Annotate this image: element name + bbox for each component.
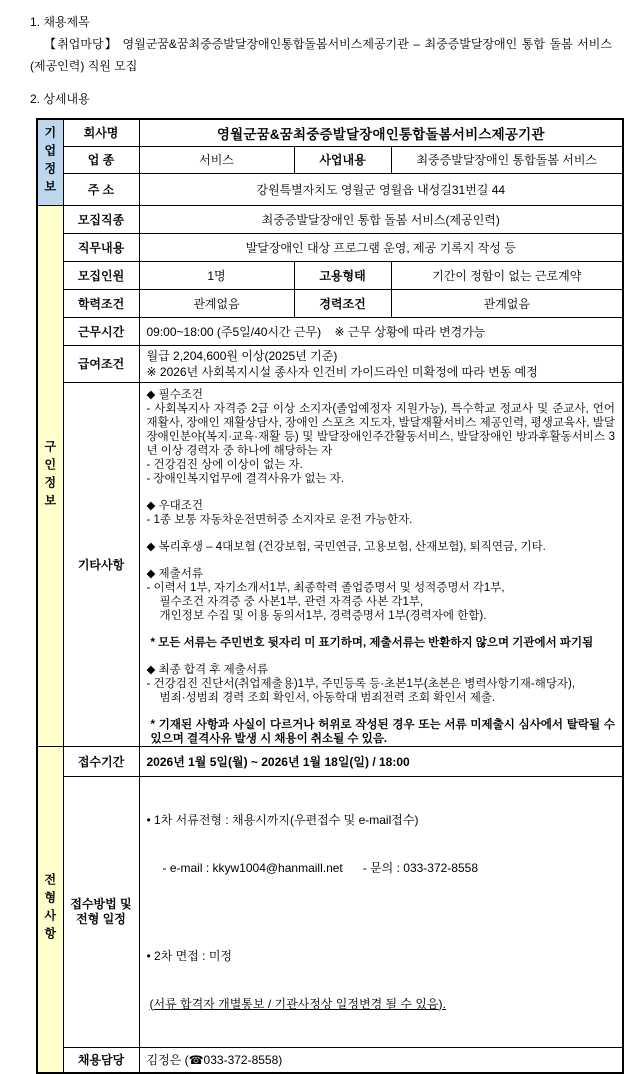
- method-line-notice: (서류 합격자 개별통보 / 기관사정상 일정변경 될 수 있음).: [149, 996, 446, 1011]
- etc-line: - 1종 보통 자동차운전면허증 소지자로 운전 가능한자.: [146, 513, 413, 526]
- company-info-section-label: 기업정보: [37, 119, 63, 205]
- salary-line2: ※ 2026년 사회복지시설 종사자 인건비 가이드라인 미확정에 따라 변동 예정: [146, 364, 538, 379]
- etc-line: ◆ 필수조건: [146, 388, 203, 401]
- method-line-second-round: • 2차 면접 : 미정: [146, 948, 233, 963]
- job-posting-title-line2: (제공인력) 직원 모집: [30, 59, 138, 73]
- business-value: 최중증발달장애인 통합돌봄 서비스: [391, 146, 623, 173]
- etc-line: - 건강검진 상에 이상이 없는 자.: [146, 458, 303, 471]
- etc-line: ◆ 우대조건: [146, 499, 203, 512]
- table-row: [37, 345, 623, 382]
- table-row: [37, 119, 623, 146]
- spacer: [147, 527, 616, 540]
- spacer: [147, 705, 616, 718]
- business-label: 사업내용: [294, 146, 391, 173]
- work-hours-label: 근무시간: [63, 317, 139, 345]
- application-section-label: 전형사항: [37, 746, 63, 1073]
- contact-value: 김정은 (☎033-372-8558): [139, 1047, 623, 1073]
- company-name-value: 영월군꿈&꿈최중증발달장애인통합돌봄서비스제공기관: [139, 119, 623, 146]
- etc-line: - 건강검진 진단서(취업제출용)1부, 주민등록 등·초본1부(초본은 병력사항기재-해당자),: [146, 677, 576, 690]
- duties-label: 직무내용: [63, 233, 139, 261]
- table-row: [37, 317, 623, 345]
- industry-label: 업 종: [63, 146, 139, 173]
- career-label: 경력조건: [294, 289, 391, 317]
- duties-value: 발달장애인 대상 프로그램 운영, 제공 기록지 작성 등: [139, 233, 623, 261]
- spacer: [147, 908, 616, 916]
- contact-label: 채용담당: [63, 1047, 139, 1073]
- job-details-table: [36, 118, 624, 1074]
- etc-line: - 사회복지사 자격증 2급 이상 소지자(졸업예정자 지원가능), 특수학교 정교사 및 준교사, 언어 재활사, 장애인 재활상담사, 장애인 스포츠 지도자, 발달재활서비스 제공인력, 평생교육사, 발달장애인분야(복지·교육·재활 등) 및 발달장애인주간활동서비스, 발달장애인 방과후활동서비스 3년 이상 경력자 중 하나에 해당하는 자: [146, 402, 619, 457]
- employment-type-value: 기간이 정함이 없는 근로계약: [391, 261, 623, 289]
- table-row: [37, 261, 623, 289]
- table-row: [37, 746, 623, 776]
- etc-note-disqualification: * 기재된 사항과 사실이 다르거나 허위로 작성된 경우 또는 서류 미제출시 심사에서 탈락될 수 있으며 결격사유 발생 시 채용이 취소될 수 있음.: [150, 718, 619, 745]
- address-label: 주 소: [63, 173, 139, 205]
- etc-line: 필수조건 자격증 중 사본1부, 관련 자격증 사본 각1부,: [159, 595, 424, 608]
- document-header: [0, 0, 620, 109]
- method-line-first-round: • 1차 서류전형 : 채용시까지(우편접수 및 e-mail접수): [146, 812, 419, 827]
- table-row: [37, 289, 623, 317]
- table-row: [37, 205, 623, 233]
- spacer: [147, 623, 616, 636]
- spacer: [147, 486, 616, 499]
- table-row: [37, 233, 623, 261]
- table-row: [37, 1047, 623, 1073]
- company-name-label: 회사명: [63, 119, 139, 146]
- etc-line: ◆ 제출서류: [146, 567, 203, 580]
- education-value: 관계없음: [139, 289, 294, 317]
- section-1-heading: 1. 채용제목: [30, 15, 90, 29]
- headcount-label: 모집인원: [63, 261, 139, 289]
- etc-label: 기타사항: [63, 382, 139, 746]
- job-type-label: 모집직종: [63, 205, 139, 233]
- etc-line: ◆ 최종 합격 후 제출서류: [146, 663, 269, 676]
- etc-line: 개인정보 수집 및 이용 동의서1부, 경력증명서 1부(경력자에 한함).: [159, 609, 487, 622]
- headcount-value: 1명: [139, 261, 294, 289]
- work-hours-value: 09:00~18:00 (주5일/40시간 근무) ※ 근무 상황에 따라 변경가능: [139, 317, 623, 345]
- etc-line: - 장애인복지업무에 결격사유가 없는 자.: [146, 472, 345, 485]
- table-row: [37, 776, 623, 1047]
- salary-line1: 월급 2,204,600원 이상(2025년 기준): [146, 348, 338, 363]
- etc-line: - 이력서 1부, 자기소개서1부, 최종학력 졸업증명서 및 성적증명서 각1부,: [146, 581, 505, 594]
- spacer: [147, 650, 616, 663]
- application-method-label: 접수방법 및 전형 일정: [63, 776, 139, 1047]
- application-period-label: 접수기간: [63, 746, 139, 776]
- education-label: 학력조건: [63, 289, 139, 317]
- method-line-email: - e-mail : kkyw1004@hanmaill.net - 문의 : 033-372-8558: [162, 860, 479, 875]
- etc-value: [139, 382, 623, 746]
- section-2-heading: 2. 상세내용: [30, 92, 90, 106]
- salary-value: [139, 345, 623, 382]
- table-row: [37, 382, 623, 746]
- table-row: [37, 173, 623, 205]
- application-method-value: [139, 776, 623, 1047]
- application-period-value: 2026년 1월 5일(월) ~ 2026년 1월 18일(일) / 18:00: [139, 746, 623, 776]
- industry-value: 서비스: [139, 146, 294, 173]
- job-posting-title-line1: 【취업마당】 영월군꿈&꿈최중증발달장애인통합돌봄서비스제공기관 – 최중증발달장애인 통합 돌봄 서비스: [44, 37, 612, 51]
- employment-type-label: 고용형태: [294, 261, 391, 289]
- spacer: [147, 554, 616, 567]
- career-value: 관계없음: [391, 289, 623, 317]
- etc-line: ◆ 복리후생 – 4대보험 (건강보험, 국민연금, 고용보험, 산재보험), 퇴직연금, 기타.: [146, 540, 546, 553]
- etc-line: 범죄·성범죄 경력 조회 확인서, 아동학대 범죄전력 조회 확인서 제출.: [159, 691, 496, 704]
- address-value: 강원특별자치도 영월군 영월읍 내성길31번길 44: [139, 173, 623, 205]
- table-row: [37, 146, 623, 173]
- job-info-section-label: 구인정보: [37, 205, 63, 746]
- salary-label: 급여조건: [63, 345, 139, 382]
- etc-note-documents: * 모든 서류는 주민번호 뒷자리 미 표기하며, 제출서류는 반환하지 않으며 기관에서 파기됨: [150, 636, 594, 649]
- job-type-value: 최중증발달장애인 통합 돌봄 서비스(제공인력): [139, 205, 623, 233]
